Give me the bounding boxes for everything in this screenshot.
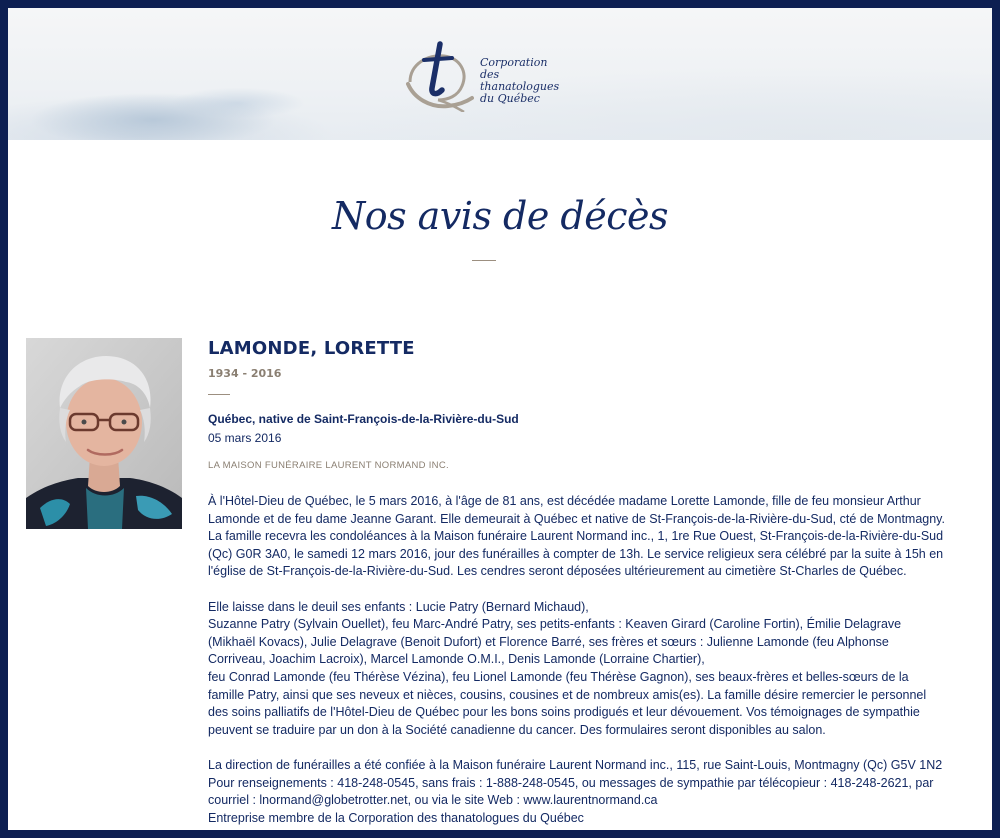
header-banner (8, 8, 992, 140)
obituary-paragraph (208, 757, 948, 827)
page-title: Nos avis de décès (331, 194, 669, 238)
logo-text-line: des thanatologues (480, 68, 560, 93)
obituary-paragraph (208, 493, 948, 581)
funeral-home-label: LA MAISON FUNÉRAIRE LAURENT NORMAND INC. (208, 460, 449, 471)
obituary-paragraph (208, 599, 948, 740)
logo-text-line: du Québec (480, 92, 540, 105)
logo-text-line: Corporation (480, 56, 548, 69)
obituary-line: La direction de funérailles a été confiée à la Maison funéraire Laurent Normand inc., 115, rue Saint-Louis, Montmagny (Qc) G5V 1N2 (208, 757, 943, 772)
life-years: 1934 - 2016 (208, 367, 282, 380)
obituary-line: feu Conrad Lamonde (feu Thérèse Vézina), feu Lionel Lamonde (feu Thérèse Gagnon), ses beaux-frères et belles-sœurs de la famille Patry, ainsi que ses neveux et nièces, cousins, cousines et de nombreux amis(es). La famille désire remercier le personnel des soins palliatifs de l'Hôtel-Dieu de Québec pour les bons soins prodigués et leur dévouement. Vos témoignages de sympathie peuvent se traduire par un don à la Société canadienne du cancer. Des formulaires seront disponibles au salon. (208, 669, 927, 737)
logo-text (480, 57, 574, 105)
obituary-text (208, 493, 948, 827)
obituary-line: À l'Hôtel-Dieu de Québec, le 5 mars 2016, à l'âge de 81 ans, est décédée madame Lorette Lamonde, fille de feu monsieur Arthur Lamonde et de feu dame Jeanne Garant. Elle demeurait à Québec et native de St-François-de-la-Rivière-du-Sud, cté de Montmagny. La famille recevra les condoléances à la Maison funéraire Laurent Normand inc., 1, 1re Rue Ouest, St-François-de-la-Rivière-du-Sud (Qc) G0R 3A0, le samedi 12 mars 2016, jour des funérailles à compter de 13h. Le service religieux sera célébré par la suite à 15h en l'église de St-François-de-la-Rivière-du-Sud. Les cendres seront déposées ultérieurement au cimetière St-Charles de Québec. (208, 494, 945, 579)
obituary-line: Pour renseignements : 418-248-0545, sans frais : 1-888-248-0545, ou messages de sympathie par télécopieur : 418-248-2621, par courriel : lnormand@globetrotter.net, ou via le site Web : www.laurentnormand.ca (208, 775, 934, 808)
portrait-image (26, 338, 182, 529)
obituary-line: Elle laisse dans le deuil ses enfants : Lucie Patry (Bernard Michaud), (208, 599, 589, 614)
title-divider (472, 260, 496, 261)
obituary-line: Suzanne Patry (Sylvain Ouellet), feu Marc-André Patry, ses petits-enfants : Keaven Girard (Caroline Fortin), Émilie Delagrave (Mikhaël Kovacs), Julie Delagrave (Benoit Dufort) et Florence Barré, ses frères et sœurs : Julienne Lamonde (feu Alphonse Corriveau, Joachim Lacroix), Marcel Lamonde O.M.I., Denis Lamonde (Lorraine Chartier), (208, 617, 902, 667)
page-frame (8, 8, 992, 830)
location-text: Québec, native de Saint-François-de-la-Rivière-du-Sud (208, 412, 519, 426)
obituary-line: Entreprise membre de la Corporation des thanatologues du Québec (208, 810, 584, 825)
site-logo[interactable] (404, 40, 574, 120)
deceased-name: LAMONDE, LORETTE (208, 338, 415, 359)
name-divider (208, 394, 230, 395)
portrait-photo (26, 338, 182, 529)
tq-logo-icon (404, 40, 474, 112)
notice-date: 05 mars 2016 (208, 431, 282, 445)
